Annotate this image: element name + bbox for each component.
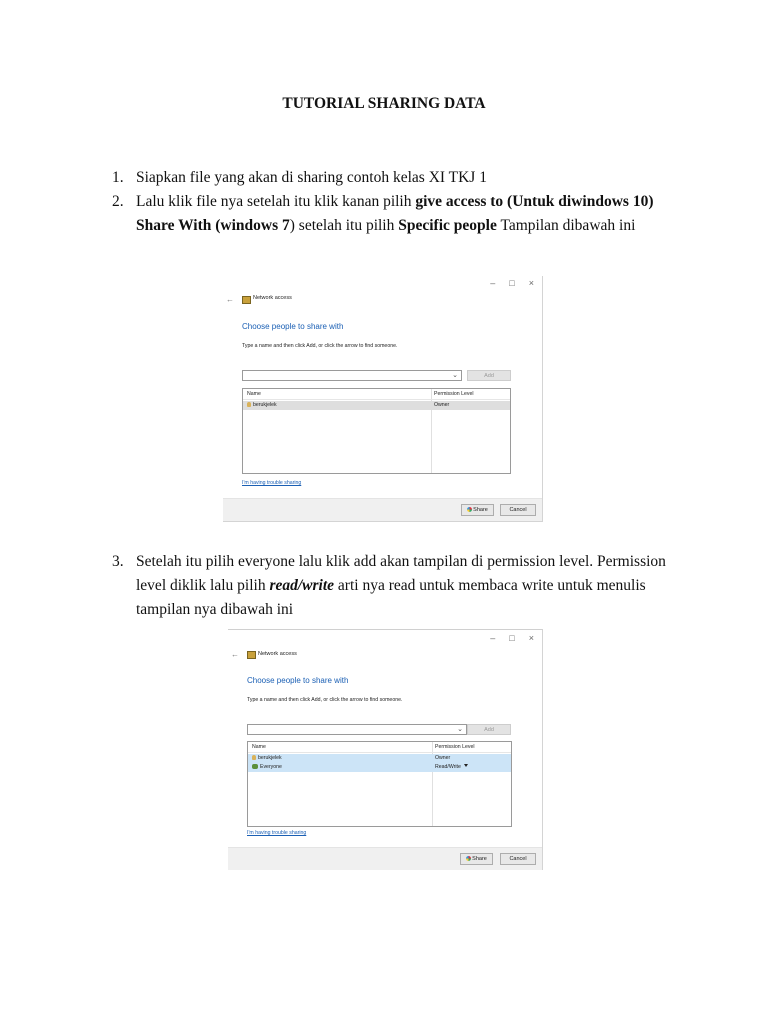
network-icon [242, 296, 251, 304]
column-permission[interactable]: Permission Level [435, 744, 475, 750]
dialog-footer [228, 847, 542, 870]
window-title: Network access [253, 295, 292, 301]
add-button[interactable]: Add [467, 370, 511, 381]
dialog-instruction: Type a name and then click Add, or click the arrow to find someone. [242, 343, 398, 349]
user-name: Everyone [260, 764, 282, 770]
user-name: berukjelek [253, 402, 277, 408]
column-name[interactable]: Name [252, 744, 266, 750]
network-access-dialog-2 [228, 629, 543, 870]
permission-level: Owner [435, 755, 451, 761]
document-title: TUTORIAL SHARING DATA [282, 95, 486, 112]
window-controls [476, 278, 534, 288]
user-name: berukjelek [258, 755, 282, 761]
close-button[interactable]: × [528, 278, 534, 288]
user-icon [247, 402, 251, 407]
dialog-heading: Choose people to share with [242, 322, 344, 331]
step-3 [112, 550, 672, 622]
shield-icon [466, 856, 471, 861]
maximize-button[interactable]: □ [509, 633, 515, 643]
cancel-button[interactable]: Cancel [500, 504, 536, 516]
people-list [242, 388, 511, 474]
share-label: Share [473, 507, 488, 513]
cancel-button[interactable]: Cancel [500, 853, 536, 865]
chevron-down-icon[interactable]: ⌄ [457, 726, 463, 733]
step-text [136, 550, 672, 622]
list-item[interactable] [243, 401, 510, 410]
permission-level: Read/Write [435, 764, 461, 770]
shield-icon [467, 507, 472, 512]
people-list [247, 741, 512, 827]
minimize-button[interactable]: – [490, 278, 496, 288]
step-number: 1. [112, 169, 124, 186]
close-button[interactable]: × [528, 633, 534, 643]
permission-dropdown[interactable] [435, 763, 468, 772]
add-button[interactable]: Add [467, 724, 511, 735]
caret-down-icon [464, 764, 468, 767]
step-text: Siapkan file yang akan di sharing contoh kelas XI TKJ 1 [136, 169, 487, 186]
column-name[interactable]: Name [247, 391, 261, 397]
list-item[interactable] [248, 763, 511, 772]
chevron-down-icon[interactable]: ⌄ [452, 372, 458, 379]
share-button[interactable] [461, 504, 494, 516]
step-2 [112, 190, 672, 238]
maximize-button[interactable]: □ [509, 278, 515, 288]
column-permission[interactable]: Permission Level [434, 391, 474, 397]
step-text [136, 190, 672, 238]
step-text-bold-italic: read/write [269, 577, 335, 594]
minimize-button[interactable]: – [490, 633, 496, 643]
step-text-part: Setelah itu pilih everyone lalu klik add akan tampilan di permission level. Permission level diklik lalu pilih [136, 553, 666, 594]
step-text-part: arti nya read untuk membaca write untuk menulis tampilan nya dibawah ini [136, 577, 646, 618]
window-controls [476, 633, 534, 643]
dialog-heading: Choose people to share with [247, 676, 349, 685]
step-text-bold: Specific people [398, 217, 497, 234]
step-text-part: ) setelah itu pilih [289, 217, 399, 234]
network-access-dialog-1 [223, 276, 543, 522]
step-text-part: Lalu klik file nya setelah itu klik kanan pilih [136, 193, 416, 210]
permission-level: Owner [434, 402, 450, 408]
network-icon [247, 651, 256, 659]
trouble-sharing-link[interactable]: I'm having trouble sharing [242, 480, 302, 486]
user-icon [252, 755, 256, 760]
people-combo-input[interactable] [242, 370, 462, 381]
step-text-part: Tampilan dibawah ini [496, 217, 636, 234]
list-header [243, 390, 510, 400]
list-item[interactable] [248, 754, 511, 763]
step-text-bold: give access to (Untuk diwindows 10) Share With (windows 7 [136, 193, 654, 234]
people-combo-input[interactable] [247, 724, 467, 735]
share-label: Share [472, 856, 487, 862]
step-number: 3. [112, 553, 124, 570]
trouble-sharing-link[interactable]: I'm having trouble sharing [247, 830, 307, 836]
list-header [248, 743, 511, 753]
dialog-footer [223, 498, 542, 521]
step-1 [112, 166, 672, 190]
group-icon [252, 764, 258, 769]
share-button[interactable] [460, 853, 493, 865]
window-title: Network access [258, 651, 297, 657]
step-number: 2. [112, 193, 124, 210]
back-arrow-icon[interactable]: ← [231, 650, 239, 659]
back-arrow-icon[interactable]: ← [226, 295, 234, 304]
dialog-instruction: Type a name and then click Add, or click the arrow to find someone. [247, 697, 403, 703]
